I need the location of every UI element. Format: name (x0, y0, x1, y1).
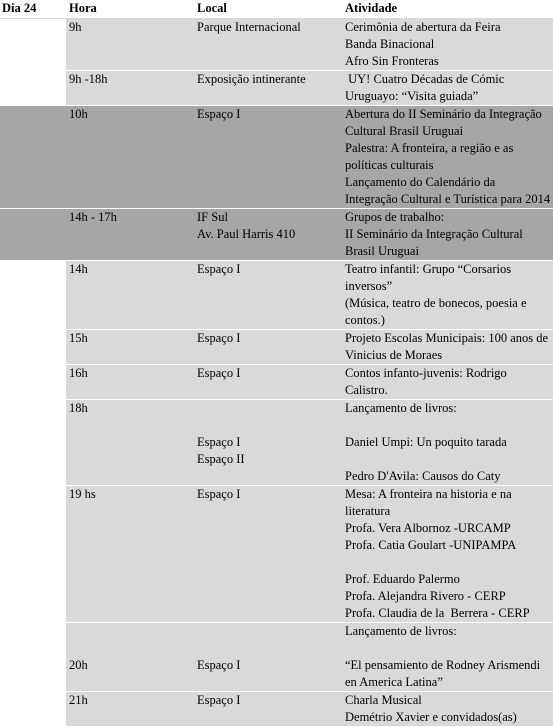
atividade-line: Profa. Catia Goulart -UNIPAMPA (345, 538, 517, 552)
atividade-line: Afro Sin Fronteras (345, 54, 439, 68)
atividade-line: literatura (345, 504, 391, 518)
atividade-line: Grupos de trabalho: (345, 210, 445, 224)
table-row (0, 106, 553, 209)
schedule-body (0, 19, 553, 727)
hora-line: 9h (69, 20, 82, 34)
table-row (0, 486, 553, 623)
day-cell (0, 692, 66, 727)
table-row (0, 692, 553, 727)
hora-line (69, 623, 195, 640)
atividade-cell (342, 261, 553, 330)
local-line: Espaço I (197, 262, 241, 276)
local-cell (195, 106, 342, 209)
atividade-line: Palestra: A fronteira, a região e as (345, 141, 514, 155)
atividade-line (345, 640, 553, 657)
local-cell (195, 330, 342, 365)
hora-cell (66, 400, 195, 486)
hora-line: 14h (69, 262, 88, 276)
atividade-line (345, 451, 553, 468)
atividade-cell (342, 330, 553, 365)
local-line (197, 640, 342, 657)
atividade-line: Profa. Vera Albornoz -URCAMP (345, 521, 511, 535)
hora-cell (66, 71, 195, 106)
local-line: Espaço I (197, 435, 241, 449)
local-line: Espaço I (197, 693, 241, 707)
local-line: Espaço I (197, 331, 241, 345)
atividade-line: Projeto Escolas Municipais: 100 anos de (345, 331, 549, 345)
hora-cell (66, 623, 195, 692)
header-hora: Hora (66, 0, 195, 19)
local-line: Espaço II (197, 452, 245, 466)
atividade-line: Lançamento de livros: (345, 401, 457, 415)
hora-cell (66, 106, 195, 209)
table-row (0, 365, 553, 400)
hora-line: 19 hs (69, 487, 96, 501)
atividade-line: inversos” (345, 279, 393, 293)
atividade-cell (342, 209, 553, 261)
atividade-line: Brasil Uruguai (345, 244, 419, 258)
atividade-line: Cultural Brasil Uruguai (345, 124, 464, 138)
local-line: IF Sul (197, 210, 228, 224)
atividade-line: Uruguayo: “Visita guiada” (345, 89, 479, 103)
atividade-line: contos.) (345, 313, 385, 327)
atividade-line: Integração Cultural e Turística para 2014 (345, 192, 551, 206)
day-cell (0, 400, 66, 486)
local-cell (195, 19, 342, 71)
atividade-cell (342, 19, 553, 71)
hora-line: 15h (69, 331, 88, 345)
day-cell (0, 106, 66, 209)
atividade-cell (342, 400, 553, 486)
hora-line: 14h - 17h (69, 210, 117, 224)
day-cell (0, 261, 66, 330)
hora-line: 10h (69, 107, 88, 121)
atividade-line (345, 417, 553, 434)
atividade-line: “El pensamiento de Rodney Arismendi (345, 658, 541, 672)
atividade-line: Calistro. (345, 383, 388, 397)
header-row (0, 0, 553, 19)
local-line: Exposição intinerante (197, 72, 306, 86)
atividade-line: Daniel Umpi: Un poquito tarada (345, 435, 507, 449)
hora-line (69, 640, 195, 657)
local-cell (195, 261, 342, 330)
hora-cell (66, 486, 195, 623)
local-line: Espaço I (197, 658, 241, 672)
atividade-cell (342, 106, 553, 209)
hora-cell (66, 209, 195, 261)
atividade-line: II Seminário da Integração Cultural (345, 227, 523, 241)
atividade-line: Demétrio Xavier e convidados(as) (345, 710, 517, 724)
hora-line: 18h (69, 401, 88, 415)
table-row (0, 261, 553, 330)
local-cell (195, 209, 342, 261)
table-row (0, 19, 553, 71)
day-cell (0, 71, 66, 106)
local-cell (195, 400, 342, 486)
local-cell (195, 71, 342, 106)
atividade-line (345, 554, 553, 571)
atividade-cell (342, 365, 553, 400)
atividade-cell (342, 692, 553, 727)
local-cell (195, 486, 342, 623)
hora-cell (66, 692, 195, 727)
header-day: Dia 24 (0, 0, 66, 19)
local-cell (195, 623, 342, 692)
table-row (0, 209, 553, 261)
atividade-line: políticas culturais (345, 158, 434, 172)
local-cell (195, 692, 342, 727)
local-line (197, 417, 342, 434)
table-row (0, 330, 553, 365)
local-line: Av. Paul Harris 410 (197, 227, 296, 241)
atividade-line: Cerimônia de abertura da Feira (345, 20, 501, 34)
atividade-cell (342, 71, 553, 106)
hora-cell (66, 19, 195, 71)
hora-cell (66, 365, 195, 400)
table-row (0, 623, 553, 692)
atividade-line: Charla Musical (345, 693, 422, 707)
atividade-line: Contos infanto-juvenis: Rodrigo (345, 366, 507, 380)
atividade-line: Abertura do II Seminário da Integração (345, 107, 542, 121)
hora-line: 16h (69, 366, 88, 380)
local-line: Espaço I (197, 107, 241, 121)
atividade-line: Mesa: A fronteira na historia e na (345, 487, 512, 501)
local-cell (195, 365, 342, 400)
atividade-line: Prof. Eduardo Palermo (345, 572, 460, 586)
local-line: Espaço I (197, 366, 241, 380)
atividade-line: Banda Binacional (345, 37, 435, 51)
day-cell (0, 209, 66, 261)
day-cell (0, 486, 66, 623)
local-line: Espaço I (197, 487, 241, 501)
header-atividade: Atividade (342, 0, 553, 19)
atividade-line: Pedro D'Avila: Causos do Caty (345, 469, 501, 483)
atividade-line: Teatro infantil: Grupo “Corsarios (345, 262, 512, 276)
local-line: Parque Internacional (197, 20, 301, 34)
atividade-line: Lançamento de livros: (345, 624, 457, 638)
local-line (197, 623, 342, 640)
atividade-cell (342, 486, 553, 623)
hora-cell (66, 330, 195, 365)
header-local: Local (195, 0, 342, 19)
atividade-line: Vinicius de Moraes (345, 348, 443, 362)
atividade-line: Profa. Alejandra Rivero - CERP (345, 589, 506, 603)
hora-cell (66, 261, 195, 330)
local-line (197, 400, 342, 417)
hora-line: 9h -18h (69, 72, 108, 86)
atividade-line: Lançamento do Calendário da (345, 175, 496, 189)
table-row (0, 71, 553, 106)
hora-line: 20h (69, 658, 88, 672)
table-row (0, 400, 553, 486)
day-cell (0, 19, 66, 71)
hora-line: 21h (69, 693, 88, 707)
atividade-line: en America Latina” (345, 675, 443, 689)
day-cell (0, 365, 66, 400)
atividade-line: (Música, teatro de bonecos, poesia e (345, 296, 527, 310)
atividade-cell (342, 623, 553, 692)
day-cell (0, 330, 66, 365)
atividade-line: UY! Cuatro Décadas de Cómic (345, 72, 505, 86)
day-cell (0, 623, 66, 692)
atividade-line: Profa. Claudia de la Berrera - CERP (345, 606, 530, 620)
